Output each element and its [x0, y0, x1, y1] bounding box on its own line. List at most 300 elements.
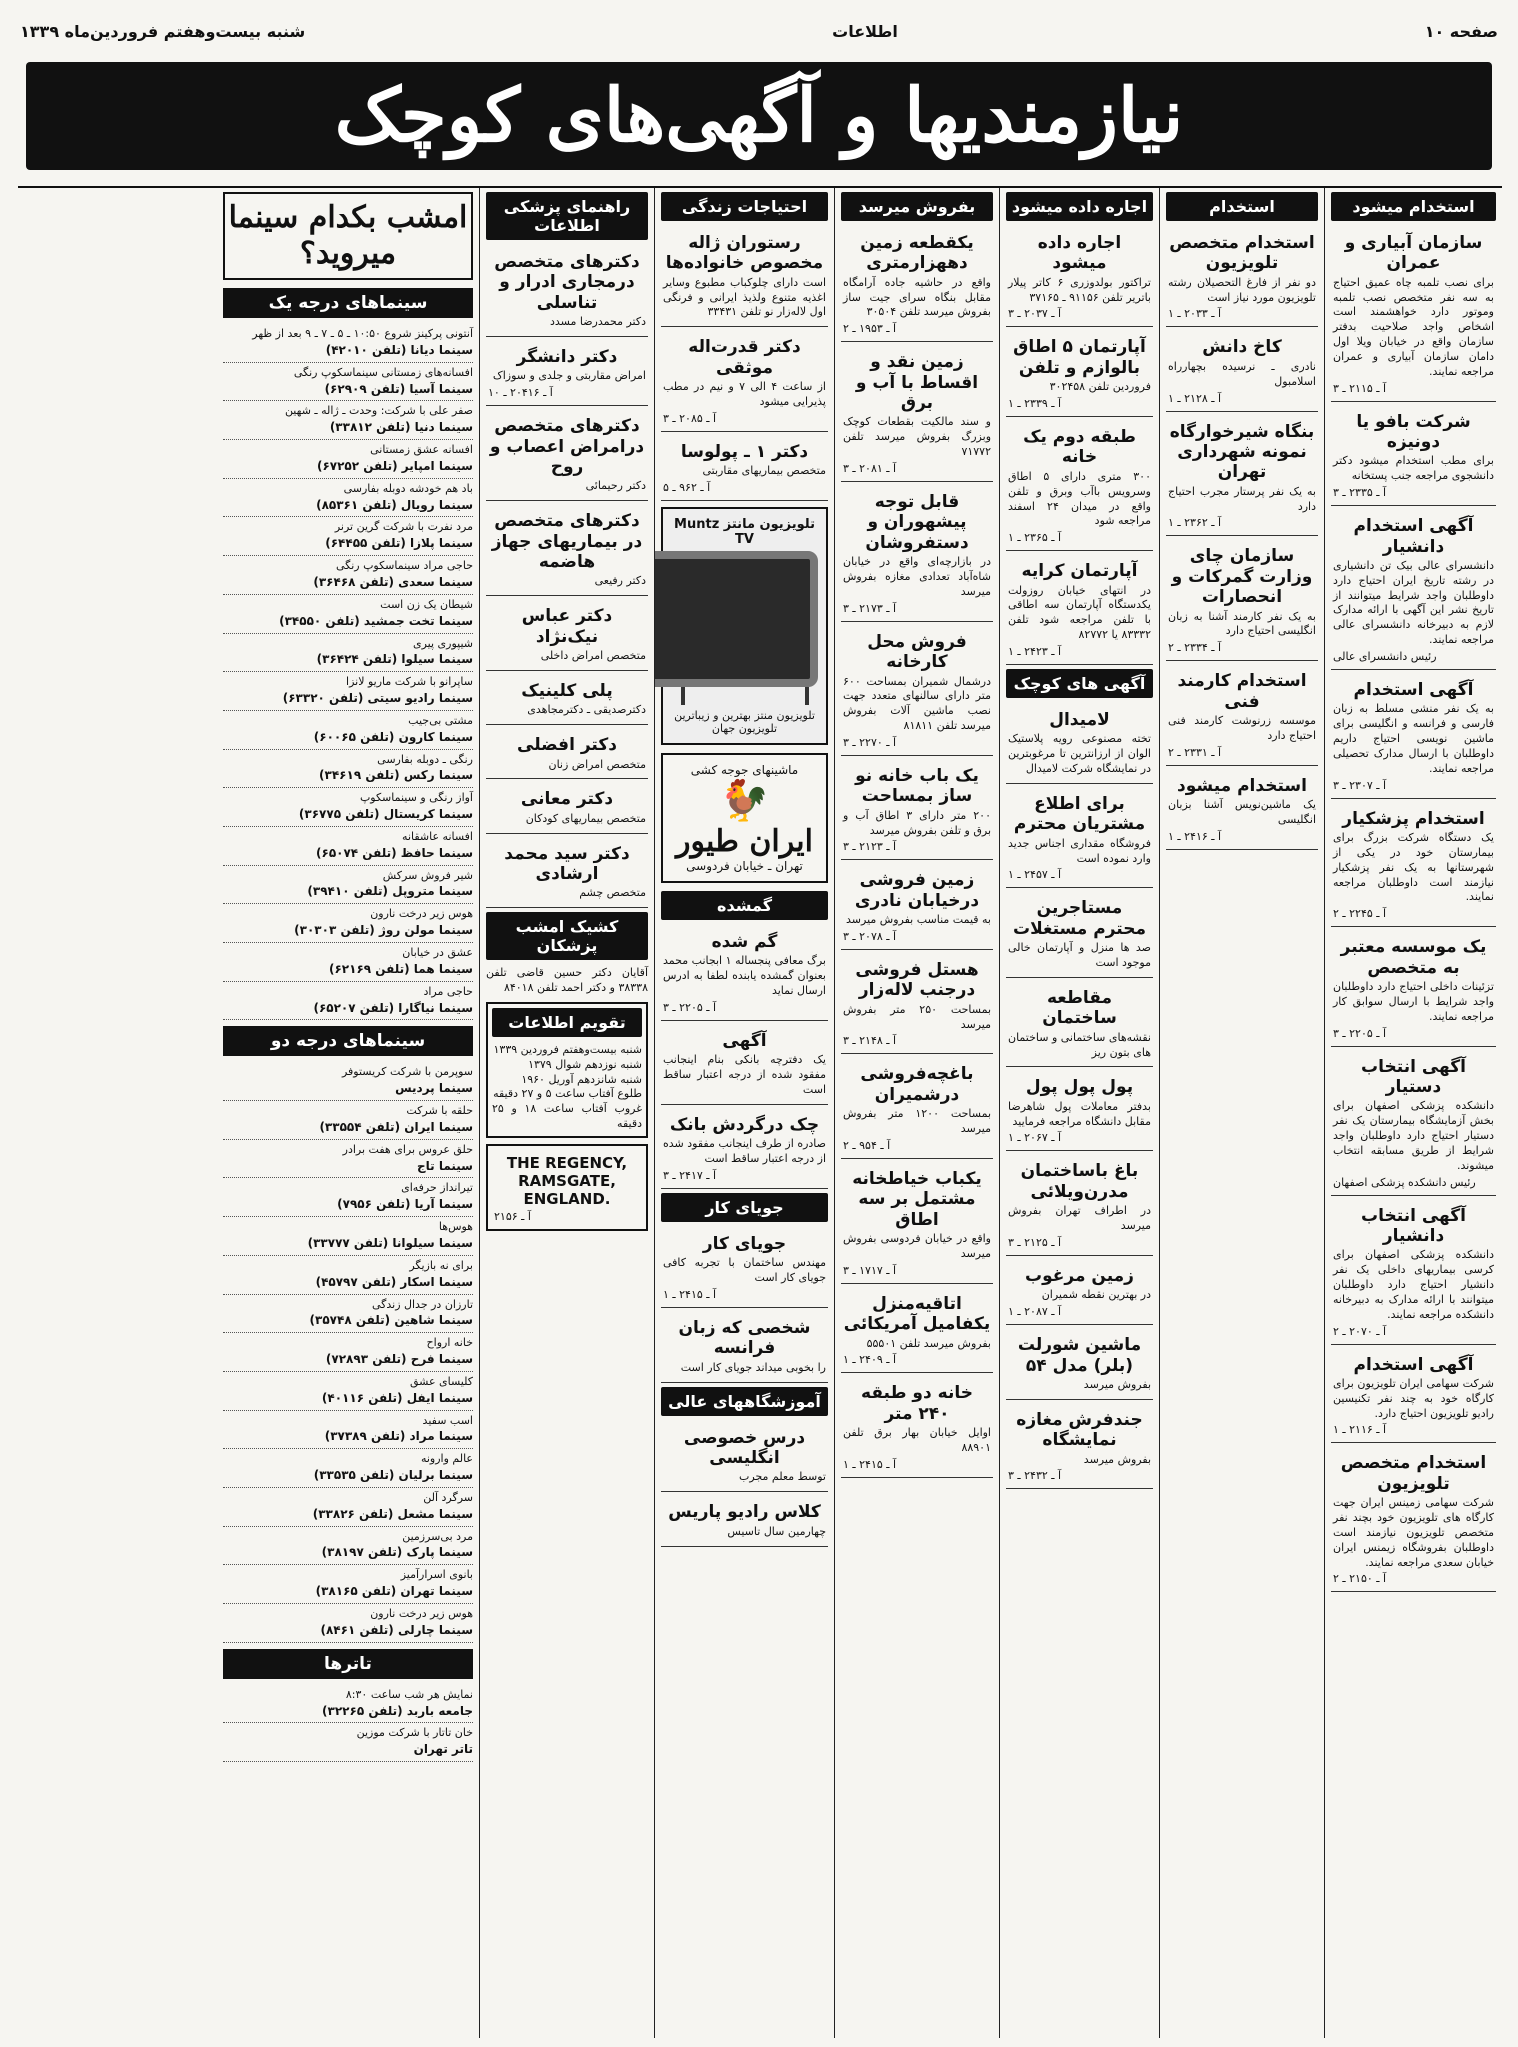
classified-ad — [841, 486, 993, 622]
cinema-name: سینما ایران (تلفن ۳۳۵۵۴) — [319, 1119, 473, 1134]
ad-title: دکتر عباس نیک‌نژاد — [521, 606, 613, 647]
ad-title: یکباب خیاطخانه مشتمل بر سه اطاق — [852, 1168, 982, 1230]
classified-ad — [661, 1312, 828, 1383]
ad-title: یک موسسه معتبر به متخصص — [1340, 937, 1487, 978]
ad-title: دکتر ۱ ـ پولوسا — [680, 441, 809, 462]
cinema-film: حاجی مراد سینماسکوپ رنگی — [335, 559, 473, 573]
theaters-heading: تاترها — [223, 1649, 473, 1679]
ad-code: آ ـ ۲۴۱۵ ـ ۱ — [843, 1457, 897, 1471]
cinema-film: افسانه عاشقانه — [402, 829, 473, 843]
cinema-listing — [223, 750, 473, 789]
column-heading: گمشده — [661, 891, 828, 920]
cinema-listing — [223, 1685, 473, 1724]
cinema-film: عشق در خیابان — [402, 946, 473, 959]
ad-title: آگهی انتخاب دستیار — [1361, 1056, 1466, 1097]
cinema-name: سینما هما (تلفن ۶۲۱۶۹) — [329, 961, 473, 976]
classified-ad — [1006, 1329, 1153, 1400]
ad-title: دکترهای متخصص درامراض اعصاب و روح — [489, 416, 645, 478]
ad-body: بمساحت ۲۵۰ متر بفروش میرسد — [843, 1002, 992, 1031]
ad-code: آ ـ ۲۰۸۵ ـ ۳ — [663, 411, 717, 425]
classified-ad — [841, 1377, 993, 1477]
poultry-subtitle: ماشینهای جوجه کشی — [690, 763, 799, 778]
ad-code: آ ـ ۲۳۳۹ ـ ۱ — [1008, 397, 1062, 411]
ad-body: توسط معلم مجرب — [739, 1470, 826, 1484]
ad-body: شرکت سهامی ایران تلویزیون برای کارگاه خود به چند نفر تکنیسین رادیو تلویزیون احتیاج دارد. — [1333, 1376, 1494, 1420]
column-cinema — [217, 188, 479, 2038]
ad-title: کاخ دانش — [1202, 337, 1282, 358]
ad-body: برای مطب استخدام میشود دکتر دانشجوی مراجعه جنب پستخانه — [1333, 454, 1494, 483]
ad-title: طبقه دوم یک خانه — [1023, 427, 1136, 468]
cinema-name: سینما تاج — [417, 1158, 473, 1173]
cinema-film: مشتی بی‌جیب — [408, 713, 473, 727]
cinema-film: افسانه‌های زمستانی سینماسکوپ رنگی — [293, 365, 473, 379]
ad-code: آ ـ ۲۰۳۳ ـ ۱ — [1168, 307, 1222, 321]
column-heading: بفروش میرسد — [841, 192, 993, 221]
cinema-film: مرد بی‌سرزمین — [402, 1529, 473, 1543]
calendar-line: شنبه بیست‌وهفتم فروردین ۱۳۳۹ — [493, 1042, 642, 1056]
classified-ad — [661, 227, 828, 327]
classified-ad — [1331, 1447, 1496, 1592]
ad-body: صد ها منزل و آپارتمان خالی موجود است — [1008, 941, 1151, 970]
ad-title: قابل توجه پیشهوران و دستفروشان — [865, 492, 969, 553]
classified-ad — [1006, 421, 1153, 551]
ad-title: استخدام متخصص تلویزیون — [1340, 1453, 1487, 1494]
ad-code: آ ـ ۲۰۶۷ ـ ۱ — [1008, 1131, 1062, 1145]
classified-ad — [841, 1163, 993, 1284]
classified-ad — [661, 1025, 828, 1105]
ad-code: آ ـ ۲۳۰۷ ـ ۳ — [1333, 778, 1387, 792]
cinema-film: سوپرمن با شرکت کریستوفر — [341, 1065, 473, 1079]
cinema-film: ساپرانو با شرکت ماریو لانزا — [346, 675, 473, 689]
cinema-film: سرگرد آلن — [423, 1490, 473, 1504]
cinema-name: سینما ایفل (تلفن ۴۰۱۱۶) — [321, 1390, 473, 1405]
classified-ad — [661, 926, 828, 1021]
cinema-listing — [223, 1527, 473, 1566]
classified-ad — [1006, 892, 1153, 977]
ad-code: آ ـ ۲۱۴۸ ـ ۳ — [843, 1034, 897, 1048]
cinema-film: آواز رنگی و سینماسکوپ — [359, 791, 473, 805]
cinema-name: سینما رادیو سیتی (تلفن ۶۳۳۲۰) — [282, 691, 473, 706]
ad-title: زمین نقد و اقساط با آب و برق — [855, 352, 979, 414]
cinema-film: کلیسای عشق — [409, 1374, 473, 1388]
ad-list — [1006, 227, 1153, 665]
classified-ad — [661, 436, 828, 501]
ad-body: به یک نفر منشی مسلط به زبان فارسی و فرانسه و انگلیسی برای ماشین نویسی احتیاج داریم داوطلبان با ارسال مدارک تحصیلی مراجعه نمایند. — [1333, 702, 1494, 775]
classified-ad — [1331, 1051, 1496, 1196]
cinema-name: سینما شاهین (تلفن ۳۵۷۴۸) — [309, 1313, 473, 1328]
ad-title: سازمان چای وزارت گمرکات و انحصارات — [1171, 546, 1313, 608]
cinema-film: مرد نفرت با شرکت گرین ترنر — [334, 520, 473, 534]
classified-ad — [841, 864, 993, 950]
cinema-listing — [223, 672, 473, 711]
ad-body: یک دستگاه شرکت بزرگ برای بیمارستان خود در یکی از شهرستانها به یک نفر پزشکیار نیازمند است داوطلبان مراجعه نمایند. — [1333, 831, 1494, 904]
ad-title: برای اطلاع مشتریان محترم — [1013, 793, 1146, 835]
ad-code: آ ـ ۲۴۳۲ ـ ۳ — [1008, 1469, 1062, 1483]
ad-body: دکترصدیقی ـ دکترمجاهدی — [527, 703, 646, 717]
cinema-listing — [223, 1411, 473, 1450]
ad-body: تراکتور بولدوزری ۶ کاتر پیلار باتریر تلفن ۹۱۱۵۶ ـ ۳۷۱۶۵ — [1008, 275, 1151, 304]
classified-ad — [841, 1288, 993, 1374]
ad-body: موسسه زرنوشت کارمند فنی احتیاج دارد — [1168, 714, 1316, 742]
ad-body: نادری ـ نرسیده بچهارراه اسلامبول — [1168, 359, 1316, 388]
cinema-name: سینما آریا (تلفن ۷۹۵۶) — [337, 1197, 473, 1212]
cinema-listing — [223, 1372, 473, 1411]
cinema-name: سینما برلیان (تلفن ۳۳۵۳۵) — [313, 1468, 473, 1483]
cinema-listing — [223, 1333, 473, 1372]
ad-body: بمساحت ۱۲۰۰ متر بفروش میرسد — [843, 1107, 992, 1136]
cinema-listing — [223, 556, 473, 595]
cinema-film: هوس زیر درخت نارون — [370, 907, 473, 921]
cinema-name: سینما فرح (تلفن ۷۲۸۹۳) — [325, 1352, 473, 1367]
ad-columns — [18, 186, 1502, 2038]
ad-title: دکتر قدرت‌اله موثقی — [688, 337, 801, 378]
ad-title: آپارتمان کرایه — [1021, 561, 1138, 582]
ad-title: دکتر معانی — [520, 789, 614, 810]
cinema-listing — [223, 595, 473, 634]
classified-ad — [661, 1109, 828, 1189]
ad-code: آ ـ ۲۴۱۶ ـ ۱ — [1168, 829, 1222, 843]
calendar-line: شنبه نوزدهم شوال ۱۳۷۹ — [528, 1057, 642, 1071]
cinema-name: سینما دنیا (تلفن ۳۳۸۱۲) — [329, 420, 473, 435]
ad-title: دکترهای متخصص در بیماریهای جهاز هاضمه — [491, 511, 643, 573]
cinema-listing — [223, 324, 473, 363]
column-heading: استخدام — [1166, 192, 1318, 221]
ad-body: ۳۰۰ متری دارای ۵ اطاق وسرویس باآب وبرق و تلفن واقع در میدان ۲۴ اسفند مراجعه شود — [1008, 469, 1151, 528]
cinema-name: سینما تخت جمشید (تلفن ۳۴۵۵۰) — [279, 613, 473, 628]
cinema-film: تارزان در جدال زندگی — [371, 1297, 473, 1311]
classified-ad — [661, 1422, 828, 1493]
ad-code: آ ـ ۲۲۴۵ ـ ۲ — [1333, 907, 1387, 921]
cinema-listing — [223, 1565, 473, 1604]
ad-body: متخصص امراض زنان — [548, 757, 646, 771]
cinema-film: هوس‌ها — [438, 1220, 473, 1234]
ad-code: آ ـ ۲۴۵۷ ـ ۱ — [1008, 868, 1062, 882]
classified-ad — [486, 505, 648, 596]
poultry-address: تهران ـ خیابان فردوسی — [686, 859, 803, 874]
ad-body: چهارمین سال تاسیس — [727, 1524, 826, 1538]
ad-body: دو نفر از فارغ التحصیلان رشته تلویزیون مورد نیاز است — [1168, 275, 1316, 304]
classified-ad — [1331, 406, 1496, 506]
calendar-box — [486, 1002, 648, 1138]
ad-body: ۲۰۰ متر دارای ۳ اطاق آب و برق و تلفن بفروش میرسد — [843, 808, 991, 837]
cinema-list — [223, 1062, 473, 1642]
cinema-name: سینما اسکار (تلفن ۴۵۷۹۷) — [315, 1274, 473, 1289]
classified-ad — [486, 341, 648, 406]
ad-title: خانه دو طبقه ۲۴۰ متر — [861, 1383, 973, 1424]
cinema-name: سینما سیلوا (تلفن ۳۶۴۲۴) — [316, 652, 473, 667]
cinema-film: شیطان یک زن است — [380, 597, 473, 611]
ad-title: سازمان آبیاری و عمران — [1344, 233, 1483, 274]
cinema-listing — [223, 711, 473, 750]
column-heading: آموزشگاههای عالی — [661, 1387, 828, 1416]
ad-code: آ ـ ۲۲۷۰ ـ ۳ — [843, 735, 897, 749]
classified-ad — [1006, 555, 1153, 665]
ad-list — [661, 227, 828, 501]
cinema-listing — [223, 1101, 473, 1140]
rooster-icon: 🐓 — [719, 778, 770, 825]
ad-code: رئیس دانشکده پزشکی اصفهان — [1333, 1175, 1476, 1189]
cinema-name: سینما سعدی (تلفن ۳۶۴۶۸) — [313, 574, 473, 589]
ad-body: در بازارچه‌ای واقع در خیابان شاه‌آباد تعدادی مغازه بفروش میرسد — [843, 555, 991, 598]
regency-code: آ ـ ۲۱۵۶ — [494, 1209, 531, 1223]
cinema-film: تیرانداز حرفه‌ای — [401, 1181, 473, 1195]
cinema-film: بانوی اسرارآمیز — [400, 1568, 473, 1582]
ad-title: زمین فروشی درخیابان نادری — [854, 870, 980, 911]
ad-body: واقع در حاشیه جاده آرامگاه مقابل بنگاه سرای جیت ساز بفروش میرسد تلفن ۳۰۵۰۴ — [843, 275, 991, 319]
cinema-film: شیپوری پیری — [412, 636, 473, 650]
ad-code: آ ـ ۲۱۱۶ ـ ۱ — [1333, 1423, 1387, 1437]
ad-code: آ ـ ۲۰۷۰ ـ ۲ — [1333, 1324, 1387, 1338]
classified-ad — [486, 600, 648, 671]
cinema-listing — [223, 982, 473, 1021]
classified-ad — [841, 760, 993, 860]
cinema-film: هوس زیر درخت نارون — [370, 1607, 473, 1620]
page-header — [20, 18, 1498, 44]
classified-ad — [1331, 510, 1496, 670]
cinema-listing — [223, 943, 473, 982]
cinema-film: شیر فروش سرکش — [382, 868, 473, 882]
ad-body: را بخوبی میداند جویای کار است — [680, 1360, 826, 1374]
classified-ad — [1006, 1404, 1153, 1490]
ad-code: آ ـ ۲۰۸۱ ـ ۳ — [843, 462, 897, 476]
cinema-listing — [223, 788, 473, 827]
ad-code: آ ـ ۲۳۶۲ ـ ۱ — [1168, 516, 1222, 530]
cinema-listing — [223, 904, 473, 943]
classified-ad — [1006, 227, 1153, 327]
ad-code: آ ـ ۲۰۸۷ ـ ۱ — [1008, 1305, 1062, 1319]
classified-ad — [1006, 704, 1153, 784]
newspaper-name: اطلاعات — [832, 21, 898, 41]
column-heading: اجاره داده میشود — [1006, 192, 1153, 221]
classified-ad — [1166, 416, 1318, 537]
ad-code: آ ـ ۲۱۵۰ ـ ۲ — [1333, 1572, 1387, 1586]
ad-code: آ ـ ۲۳۳۵ ـ ۳ — [1333, 486, 1387, 500]
ad-title: آگهی استخدام — [1353, 1354, 1474, 1375]
cinema-name: سینما پلازا (تلفن ۶۴۴۵۵) — [325, 536, 473, 551]
ad-body: به یک نفر کارمند آشنا به زبان انگلیسی احتیاج دارد — [1168, 609, 1316, 638]
column-heading: جویای کار — [661, 1193, 828, 1222]
ad-body: یک دفترچه بانکی بنام اینجانب مفقود شده از درجه اعتبار ساقط است — [663, 1053, 826, 1097]
ad-body: دانشکده پزشکی اصفهان برای کرسی بیماریهای داخلی یک نفر دانشیار احتیاج دارد داوطلبان میتوانند با ارائه مدارک به دبیرخانه دانشکده مراجعه نمایند. — [1333, 1248, 1494, 1321]
classified-ad — [841, 954, 993, 1054]
ad-list — [486, 246, 648, 908]
ad-code: آ ـ ۱۹۵۳ ـ ۲ — [843, 322, 897, 336]
ad-body: متخصص بیماریهای کودکان — [525, 811, 646, 825]
ad-title: مقاطعه ساختمان — [1042, 987, 1117, 1029]
ad-body: امراض مقاربتی و جلدی و سوزاک — [492, 369, 646, 383]
ad-title: باغ باساختمان مدرن‌ویلائی — [1020, 1161, 1139, 1202]
cinema-name: تاتر تهران — [413, 1742, 473, 1757]
ad-title: آگهی انتخاب دانشیار — [1361, 1205, 1466, 1246]
ad-title: گم شده — [711, 932, 778, 953]
classified-ad — [1006, 1155, 1153, 1255]
classified-ad — [841, 346, 993, 482]
classified-ad — [1331, 1200, 1496, 1345]
cinema-film: عالم وارونه — [420, 1452, 473, 1466]
cinema-listing — [223, 401, 473, 440]
classified-ad — [1006, 1071, 1153, 1151]
television-icon — [654, 551, 818, 687]
column-doctors — [479, 188, 654, 2038]
ad-body: متخصص بیماریهای مقاربتی — [702, 464, 826, 478]
ad-title: یکقطعه زمین دههزارمتری — [860, 233, 974, 274]
cinema-list — [223, 324, 473, 1020]
ad-body: در بهترین نقطه شمیران — [1041, 1288, 1151, 1302]
ad-title: کلاس رادیو پاریس — [668, 1502, 821, 1523]
ad-title: شخصی که زبان فرانسه — [678, 1318, 811, 1359]
cinema-film: صفر علی با شرکت: وحدت ـ ژاله ـ شهین — [284, 404, 473, 418]
cinema-name: سینما رکس (تلفن ۳۴۶۱۹) — [319, 768, 473, 783]
ad-title: زمین مرغوب — [1025, 1265, 1134, 1286]
classified-ad — [1331, 674, 1496, 799]
classified-ad — [1006, 982, 1153, 1067]
ad-list — [661, 1422, 828, 1547]
ad-body: یک ماشین‌نویس آشنا بزبان انگلیسی — [1168, 798, 1316, 826]
cinema-listing — [223, 1178, 473, 1217]
ad-body: در انتهای خیابان روزولت یکدستگاه آپارتمان سه اطاقی با تلفن مراجعه شود تلفن ۸۳۳۳۲ یا ۸۲۷۷۲ — [1008, 583, 1151, 642]
cinema-name: سینما حافظ (تلفن ۶۵۰۷۴) — [316, 845, 473, 860]
ad-list — [841, 227, 993, 1478]
classified-ad — [1006, 1260, 1153, 1325]
ad-title: آگهی استخدام دانشیار — [1353, 516, 1474, 557]
ad-title: استخدام متخصص تلویزیون — [1169, 233, 1315, 274]
ad-list — [661, 1228, 828, 1383]
classified-ad — [1006, 331, 1153, 417]
ad-code: آ ـ ۲۲۰۵ ـ ۳ — [1333, 1026, 1387, 1040]
cinema-name: سینما کارون (تلفن ۶۰۰۶۵) — [313, 729, 473, 744]
ad-title: آگهی استخدام — [1353, 680, 1474, 700]
classified-ad — [661, 331, 828, 431]
cinema-film: افسانه عشق زمستانی — [370, 443, 473, 457]
ad-list — [1166, 227, 1318, 850]
second-class-cinemas-heading: سینماهای درجه دو — [223, 1026, 473, 1056]
ad-code: آ ـ ۹۵۴ ـ ۲ — [843, 1138, 891, 1152]
ad-body: و سند مالکیت بقطعات کوچک وبزرگ بفروش میرسد تلفن ۷۱۷۷۲ — [843, 415, 991, 459]
night-pharmacy-body: آقایان دکتر حسین قاضی تلفن ۳۸۳۳۸ و دکتر احمد تلفن ۸۴۰۱۸ — [486, 966, 648, 995]
ad-code: آ ـ ۲۳۳۴ ـ ۲ — [1168, 641, 1222, 655]
classified-ad — [1331, 227, 1496, 402]
ad-body: نقشه‌های ساختمانی و ساختمان های بتون ریز — [1007, 1030, 1151, 1059]
ad-code: آ ـ ۲۱۲۳ ـ ۳ — [843, 840, 897, 854]
cinema-name: جامعه باربد (تلفن ۳۲۲۶۵) — [322, 1703, 473, 1718]
regency-title: THE REGENCY, RAMSGATE, ENGLAND. — [506, 1153, 628, 1208]
ad-body: شرکت سهامی زمینس ایران جهت کارگاه های تلویزیون خود بچند نفر متخصص تلویزیون نیازمند است داوطلبان بفروشگاه زیمنس ایران خیابان سعدی مراجعه نمایند. — [1333, 1496, 1494, 1569]
ad-code: آ ـ ۲۴۱۵ ـ ۱ — [663, 1288, 717, 1302]
ad-code: آ ـ ۲۴۰۹ ـ ۱ — [843, 1353, 897, 1367]
ad-title: درس خصوصی انگلیسی — [683, 1427, 806, 1469]
classified-ad — [486, 783, 648, 833]
ad-title: بنگاه شیرخوارگاه نمونه شهرداری تهران — [1169, 421, 1315, 483]
ad-title: ماشین شورلت (بلر) مدل ۵۴ — [1017, 1335, 1142, 1376]
ad-body: واقع در خیابان فردوسی بفروش میرسد — [843, 1232, 991, 1260]
ad-code: آ ـ ۱۷۱۷ ـ ۳ — [843, 1263, 897, 1277]
ad-code: آ ـ ۲۰۷۸ ـ ۳ — [843, 929, 897, 943]
ad-code: رئیس دانشسرای عالی — [1333, 650, 1437, 663]
ad-title: آپارتمان ۵ اطاق بالوازم و تلفن — [1013, 337, 1146, 378]
first-class-cinemas-heading: سینماهای درجه یک — [223, 288, 473, 318]
cinema-listing — [223, 1295, 473, 1334]
column-jobs — [1159, 188, 1324, 2038]
cinema-listing — [223, 517, 473, 556]
cinema-name: سینما نیاگارا (تلفن ۶۵۲۰۷) — [313, 1000, 473, 1015]
ad-body: دانشکده پزشکی اصفهان برای بخش آزمایشگاه بیمارستان یک نفر دستیار احتیاج دارد داوطلبان واجد شرایط از طریق مسابقه انتخاب میشوند. — [1333, 1099, 1494, 1172]
regency-advertisement — [486, 1144, 648, 1231]
column-employment — [1324, 188, 1502, 2038]
tv-brand: تلویزیون مانتز Muntz TV — [674, 517, 815, 548]
ad-body: است دارای چلوکباب مطبوع وسایر اغذیه متنوع ولذیذ ایرانی و فرنگی اول لاله‌زار نو تلفن ۳۳۴۳۱ — [663, 275, 826, 319]
classified-ad — [841, 626, 993, 756]
cinema-listing — [223, 866, 473, 905]
ad-code: آ ـ ۲۱۲۸ ـ ۱ — [1168, 391, 1222, 405]
poultry-title: ایران طیور — [676, 824, 813, 860]
ad-body: فروردین تلفن ۳۰۲۴۵۸ — [1049, 380, 1151, 394]
page-date: شنبه بیست‌وهفتم فروردین‌ماه ۱۳۳۹ — [20, 21, 306, 41]
ad-title: هستل فروشی درجنب لاله‌زار — [855, 959, 979, 1001]
cinema-film: حلق عروس برای هفت برادر — [342, 1142, 473, 1156]
cinema-banner: امشب بکدام سینما میروید؟ — [223, 192, 473, 280]
ad-title: دکترهای متخصص درمجاری ادرار و تناسلی — [494, 252, 640, 313]
cinema-film: باد هم خودشه دوبله بفارسی — [343, 481, 473, 495]
ad-code: آ ـ ۲۰۴۱۶ ـ ۱۰ — [488, 386, 553, 400]
classified-ad — [486, 729, 648, 779]
cinema-name: سینما سیلوانا (تلفن ۳۳۷۷۷) — [307, 1235, 473, 1250]
ad-body: مهندس ساختمان با تجربه کافی جویای کار است — [663, 1256, 826, 1285]
cinema-name: سینما پارک (تلفن ۳۸۱۹۷) — [321, 1545, 473, 1560]
cinema-listing — [223, 1604, 473, 1643]
ad-body: بفروش میرسد — [1083, 1452, 1151, 1466]
ad-title: دکتر افضلی — [517, 735, 617, 756]
ad-list — [1331, 227, 1496, 1592]
ad-body: دانشسرای عالی بیک تن دانشیاری در رشته تاریخ ایران احتیاج دارد داوطلبان واجد شرایط میتوانند از تاریخ نشر این آگهی با ارائه مدارک لازم به دبیرخانه دانشسرای عالی مراجعه نمایند. — [1333, 558, 1494, 647]
classified-ad — [661, 1496, 828, 1546]
cinema-name: سینما مولن روژ (تلفن ۳۰۳۰۳) — [294, 923, 473, 938]
ad-title: شرکت بافو یا دونیزه — [1356, 411, 1471, 453]
cinema-listing — [223, 479, 473, 518]
cinema-listing — [223, 1256, 473, 1295]
ad-body: به یک نفر پرستار مجرب احتیاج دارد — [1168, 484, 1316, 513]
ad-title: دکتر سید محمد ارشادی — [504, 843, 630, 884]
ad-title: مستاجرین محترم مستغلات — [1012, 898, 1147, 939]
ad-body: صادره از طرف اینجانب مفقود شده از درجه اعتبار ساقط است — [663, 1137, 826, 1166]
column-sale — [834, 188, 999, 2038]
ad-body: تخته مصنوعی رویه پلاستیک الوان از ارزانترین تا مرغوبترین در نمایشگاه شرکت لامیدال — [1008, 732, 1151, 776]
cinema-listing — [223, 363, 473, 402]
cinema-list — [223, 1685, 473, 1762]
calendar-line: غروب آفتاب ساعت ۱۸ و ۲۵ دقیقه — [492, 1102, 642, 1131]
ad-code: آ ـ ۲۳۳۱ ـ ۲ — [1168, 745, 1222, 759]
cinema-name: سینما رویال (تلفن ۸۵۳۶۱) — [316, 497, 473, 512]
ad-body: در اطراف تهران بفروش میرسد — [1008, 1204, 1151, 1233]
tv-stand-icon — [681, 687, 809, 705]
calendar-lines — [492, 1043, 642, 1132]
ad-code: آ ـ ۲۰۳۷ ـ ۳ — [1008, 307, 1062, 321]
calendar-heading: تقویم اطلاعات — [492, 1008, 642, 1037]
classified-ad — [841, 1058, 993, 1158]
classified-ad — [486, 675, 648, 725]
cinema-listing — [223, 827, 473, 866]
ad-body: به قیمت مناسب بفروش میرسد — [846, 913, 991, 927]
ad-body: بفروش میرسد تلفن ۵۵۵۰۱ — [866, 1336, 991, 1350]
cinema-name: سینما آسیا (تلفن ۶۲۹۰۹) — [324, 381, 473, 396]
classified-ad — [1331, 1349, 1496, 1444]
ad-title: لامیدال — [1049, 710, 1110, 731]
classified-ad — [1006, 788, 1153, 888]
ad-body: متخصص امراض داخلی — [540, 649, 646, 663]
ad-title: رستوران ژاله مخصوص خانواده‌ها — [665, 233, 824, 274]
ad-body: اوایل خیابان بهار برق تلفن ۸۸۹۰۱ — [843, 1426, 991, 1455]
ad-body: دکتر رحیمائی — [585, 479, 646, 493]
ad-title: اجاره داده میشود — [1037, 233, 1122, 274]
